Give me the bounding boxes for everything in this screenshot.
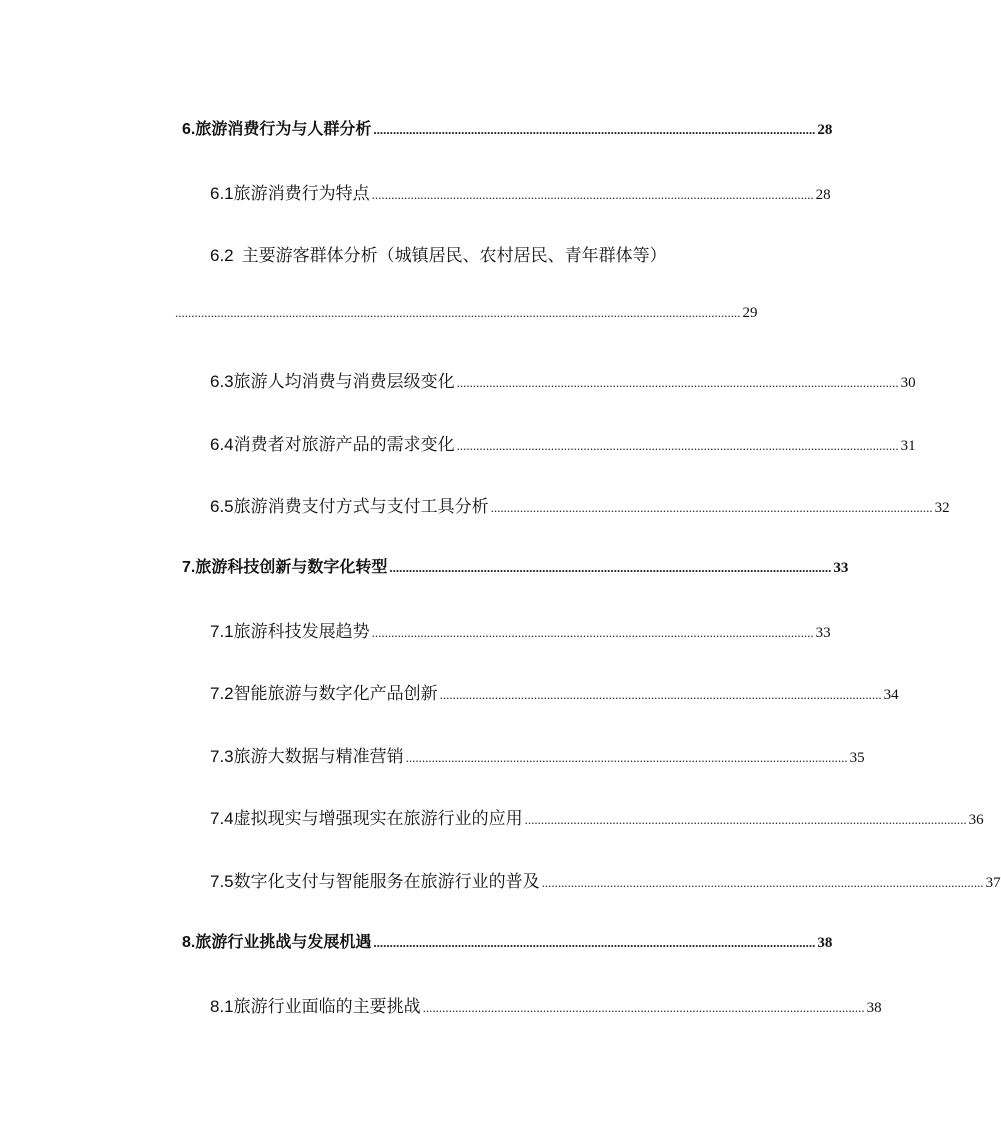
toc-leader-dots: ........................................................................................................................................ <box>422 1000 865 1015</box>
toc-number: 7.2 <box>210 684 234 703</box>
toc-number: 6.4 <box>210 435 234 454</box>
toc-number: 6.5 <box>210 497 234 516</box>
toc-entry-7-4[interactable] <box>0 804 984 834</box>
toc-leader-dots: ........................................................................................................................................ <box>373 122 816 137</box>
toc-page-number: 38 <box>866 1000 882 1016</box>
toc-page-number: 30 <box>900 375 916 391</box>
toc-entry-6-3[interactable] <box>0 367 916 397</box>
toc-title: 智能旅游与数字化产品创新 <box>233 684 438 703</box>
toc-page-number: 38 <box>817 935 833 951</box>
toc-number: 6.3 <box>210 372 234 391</box>
toc-leader-dots: ........................................................................................................................................ <box>373 935 816 950</box>
toc-title: 数字化支付与智能服务在旅游行业的普及 <box>233 872 540 891</box>
toc-title: 旅游消费行为与人群分析 <box>195 121 372 138</box>
toc-title: 旅游行业面临的主要挑战 <box>233 997 421 1016</box>
toc-leader-dots: ........................................................................................................................................ <box>456 375 899 390</box>
toc-page-number: 28 <box>817 122 833 138</box>
toc-title: 旅游消费支付方式与支付工具分析 <box>233 497 489 516</box>
toc-entry-7-1[interactable] <box>0 617 842 647</box>
toc-page-number: 28 <box>815 187 831 203</box>
toc-entry-6-1[interactable] <box>0 179 842 209</box>
toc-entry-6-4[interactable] <box>0 430 916 460</box>
toc-title: 旅游科技发展趋势 <box>233 622 370 641</box>
toc-number: 7.4 <box>210 809 234 828</box>
toc-title: 消费者对旅游产品的需求变化 <box>233 435 455 454</box>
toc-number: 8.1 <box>210 997 234 1016</box>
toc-leader-dots: ........................................................................................................................................ <box>541 875 984 890</box>
toc-page-number: 36 <box>968 812 984 828</box>
toc-entry-7-3[interactable] <box>0 742 865 772</box>
toc-page-number: 34 <box>883 687 899 703</box>
toc-entry-6-2[interactable] <box>0 241 842 331</box>
toc-leader-dots: ........................................................................................................................................ <box>371 625 814 640</box>
toc-page-number: 33 <box>815 625 831 641</box>
toc-entry-6-5[interactable] <box>0 492 950 522</box>
toc-title: 虚拟现实与增强现实在旅游行业的应用 <box>233 809 523 828</box>
toc-page-number: 32 <box>934 500 950 516</box>
toc-page-number: 35 <box>849 750 865 766</box>
toc-leader-dots: .............................................................................................................................................................................. <box>175 305 741 320</box>
toc-number: 6. <box>182 121 196 138</box>
toc-number: 7.3 <box>210 747 234 766</box>
toc-title: 主要游客群体分析（城镇居民、农村居民、青年群体等） <box>241 246 667 265</box>
toc-entry-6[interactable] <box>0 116 842 146</box>
toc-title: 旅游消费行为特点 <box>233 184 370 203</box>
toc-leader-dots: ........................................................................................................................................ <box>456 438 899 453</box>
toc-number: 8. <box>182 934 196 951</box>
toc-page-number: 33 <box>833 560 849 576</box>
toc-number: 7. <box>182 559 196 576</box>
toc-leader-dots: ........................................................................................................................................ <box>490 500 933 515</box>
toc-page-number: 31 <box>900 438 916 454</box>
toc-leader-dots: ........................................................................................................................................ <box>439 687 882 702</box>
toc-leader-dots: ........................................................................................................................................ <box>405 750 848 765</box>
toc-leader-dots: ........................................................................................................................................ <box>389 560 832 575</box>
toc-title: 旅游科技创新与数字化转型 <box>195 559 388 576</box>
toc-number: 7.5 <box>210 872 234 891</box>
toc-title: 旅游行业挑战与发展机遇 <box>195 934 372 951</box>
toc-title: 旅游大数据与精准营销 <box>233 747 404 766</box>
toc-number: 7.1 <box>210 622 234 641</box>
toc-leader-dots: ........................................................................................................................................ <box>524 812 967 827</box>
toc-number: 6.1 <box>210 184 234 203</box>
toc-page-number: 37 <box>985 875 1001 891</box>
toc-entry-7[interactable] <box>0 554 849 584</box>
toc-page-number: 29 <box>742 305 758 321</box>
toc-entry-7-5[interactable] <box>0 867 1001 897</box>
toc-title: 旅游人均消费与消费层级变化 <box>233 372 455 391</box>
toc-entry-8[interactable] <box>0 929 842 959</box>
toc-entry-8-1[interactable] <box>0 992 882 1022</box>
toc-number: 6.2 <box>210 246 234 265</box>
toc-leader-dots: ........................................................................................................................................ <box>371 187 814 202</box>
toc-entry-7-2[interactable] <box>0 679 899 709</box>
